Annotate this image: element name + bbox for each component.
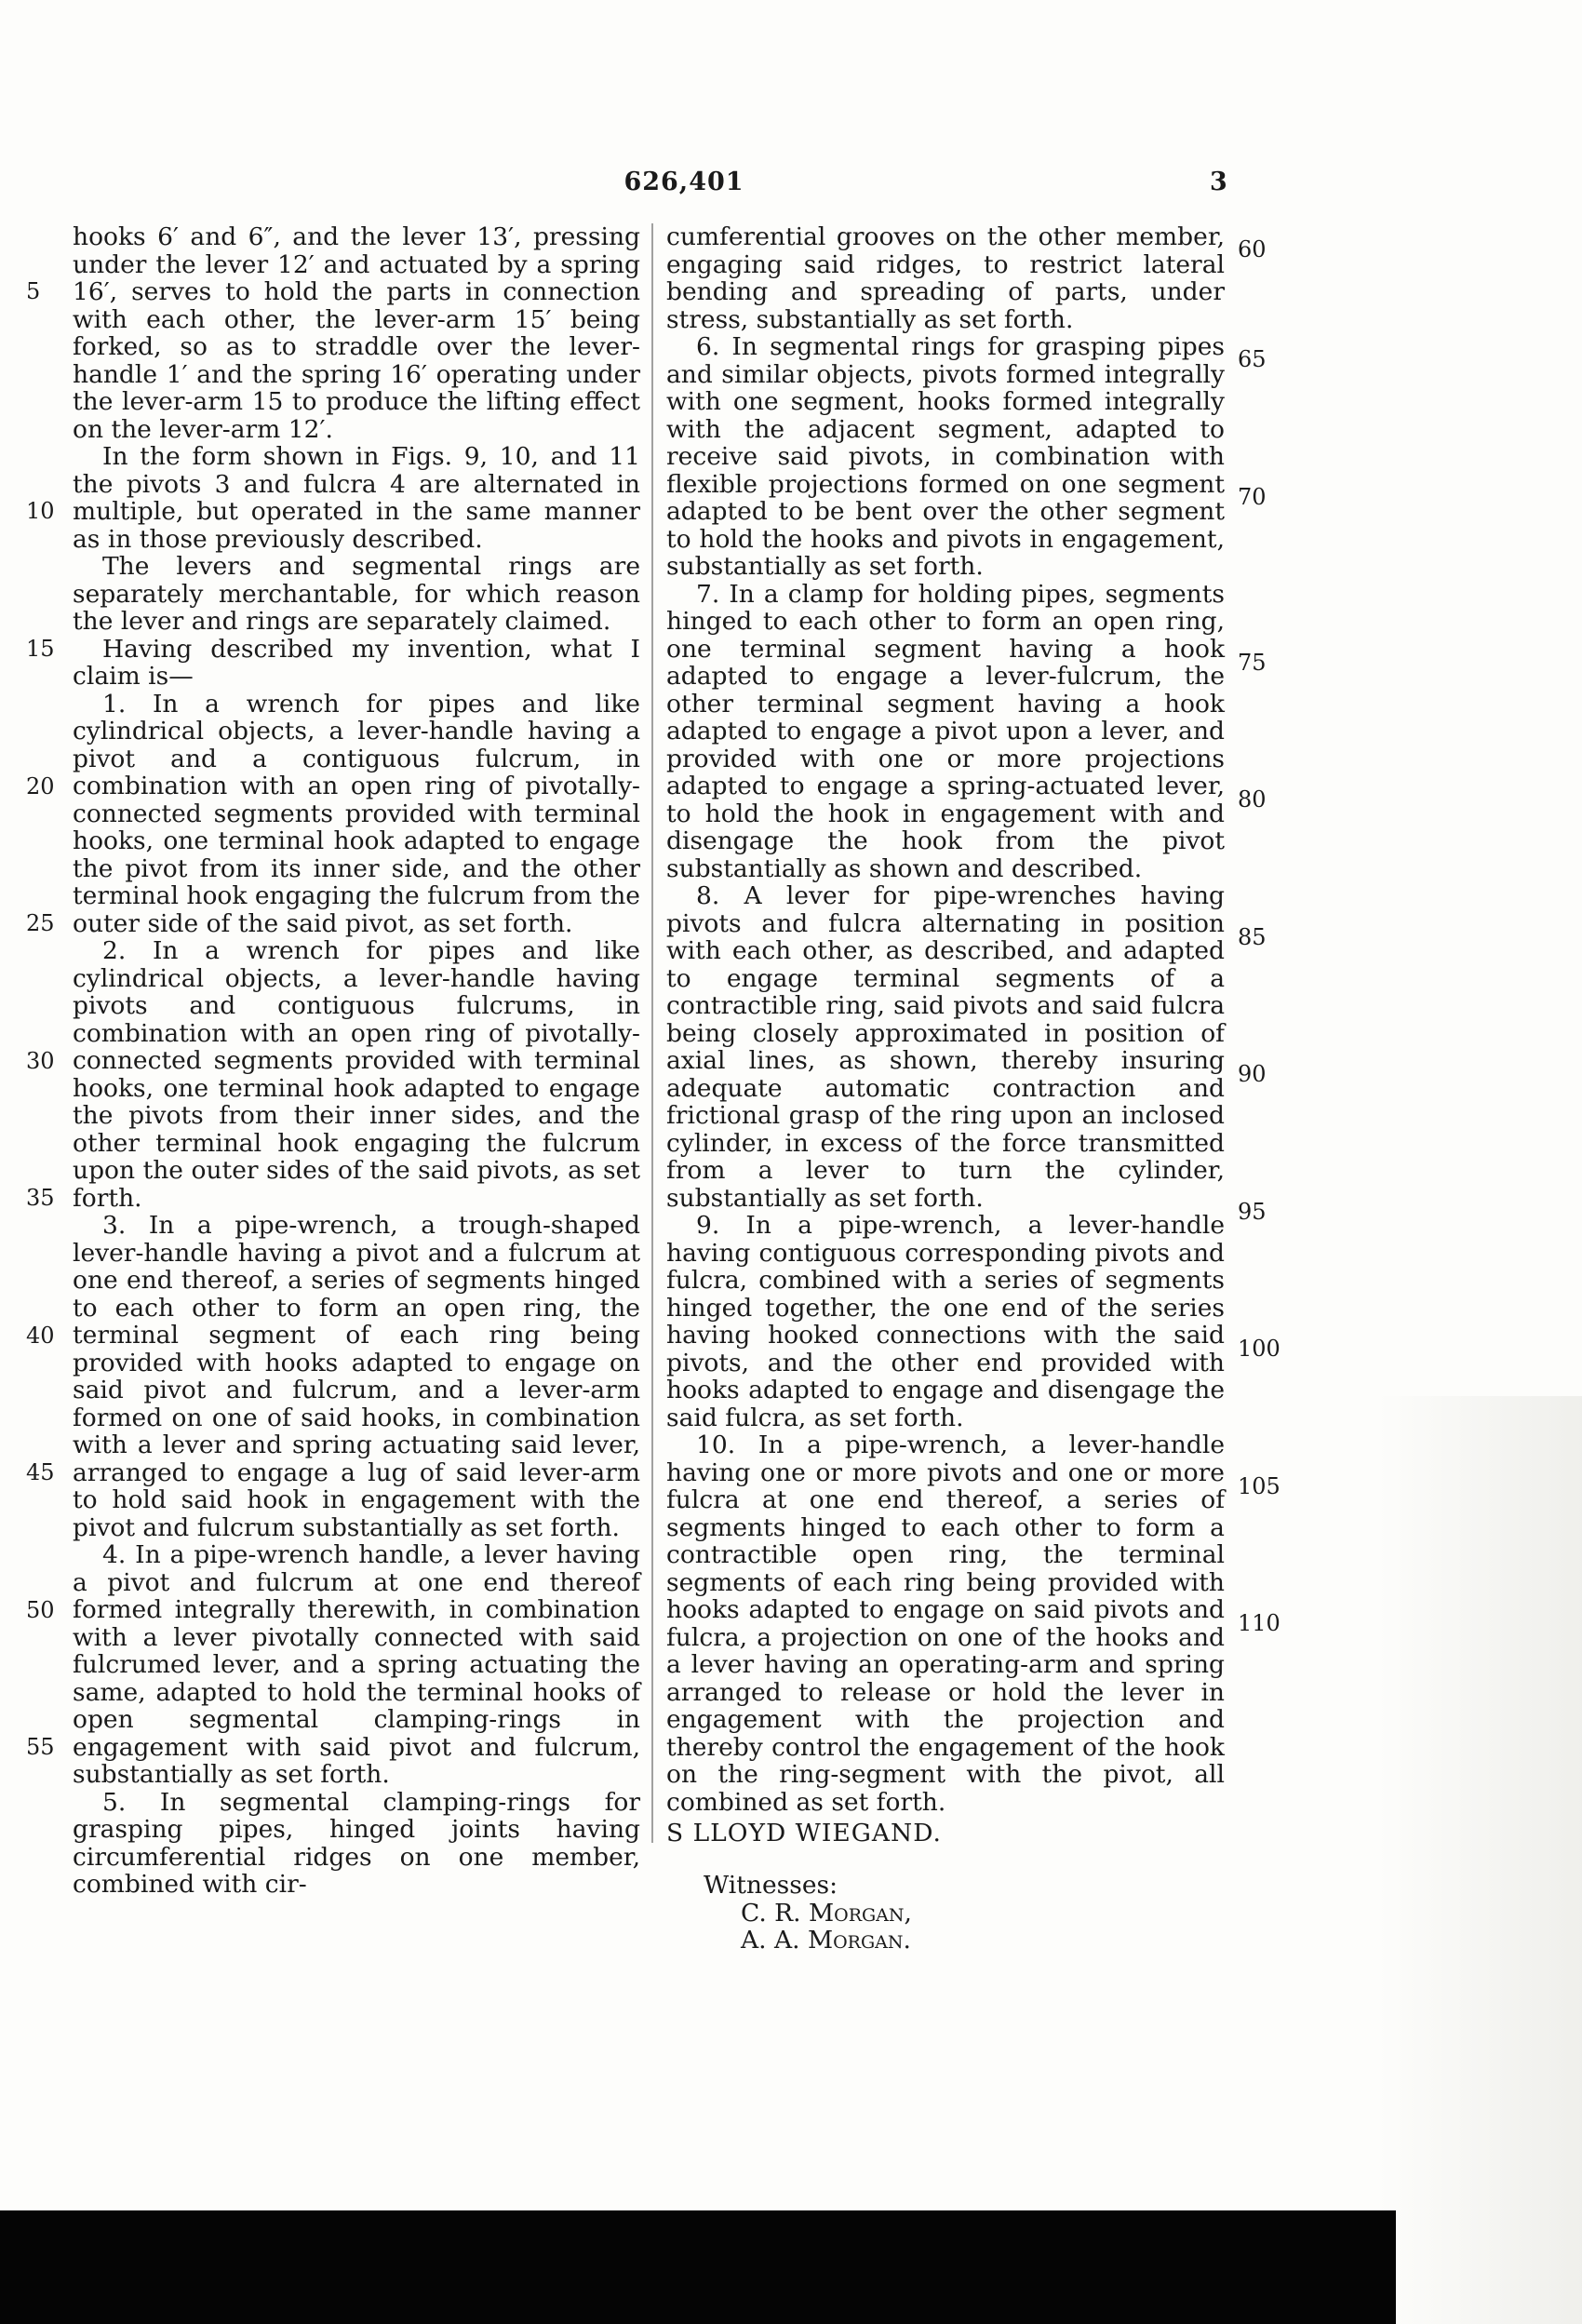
line-number: 30 — [26, 1048, 55, 1074]
line-number: 75 — [1238, 650, 1267, 676]
inventor-signature: S LLOYD WIEGAND. — [666, 1819, 942, 1847]
line-number: 55 — [26, 1734, 55, 1760]
scan-edge-shading — [1377, 1396, 1582, 2324]
line-number: 60 — [1238, 236, 1267, 262]
line-number: 105 — [1238, 1473, 1280, 1499]
right-column — [666, 223, 1225, 1955]
line-number: 85 — [1238, 924, 1267, 950]
line-number: 80 — [1238, 786, 1267, 813]
claim-3: 3. In a pipe-wrench, a trough-shaped lever-handle having a pivot and a fulcrum at one end thereof, a series of segments hinged to each other to form an open ring, the terminal segment of each ring being provided with hooks adapted to engage on said pivot and fulcrum, and a lever-arm formed on one of said hooks, in combination with a lever and spring actuating said lever, arranged to engage a lug of said lever-arm to hold said hook in engagement with the pivot and fulcrum substantially as set forth. — [73, 1211, 640, 1542]
claim-7: 7. In a clamp for holding pipes, segments hinged to each other to form an open ring, one terminal segment having a hook adapted to engage a lever-fulcrum, the other terminal segment having a hook adapted to engage a pivot upon a lever, and provided with one or more projections adapted to engage a spring-actuated lever, to hold the hook in engagement with and disengage the hook from the pivot substantially as shown and described. — [666, 579, 1225, 883]
patent-number: 626,401 — [623, 168, 744, 196]
line-number: 50 — [26, 1597, 55, 1623]
claim-2: 2. In a wrench for pipes and like cylindrical objects, a lever-handle having pivots and contiguous fulcrums, in combination with an open ring of pivotally-connected segments provided with terminal hooks, one terminal hook adapted to engage the pivots from their inner sides, and the other terminal hook engaging the fulcrum upon the outer sides of the said pivots, as set forth. — [73, 936, 640, 1213]
line-number: 100 — [1238, 1336, 1280, 1362]
witness-name: A. A. Morgan. — [741, 1926, 911, 1955]
column-divider — [651, 223, 653, 1843]
line-number: 95 — [1238, 1199, 1267, 1225]
line-number: 20 — [26, 773, 55, 799]
claim-6: 6. In segmental rings for grasping pipes and similar objects, pivots formed integrally with one segment, hooks formed integrally with the adjacent segment, adapted to receive said pivots, in combination with flexible projections formed on one segment adapted to be bent over the other segment to hold the hooks and pivots in engagement, substantially as set forth. — [666, 332, 1225, 581]
claim-1: 1. In a wrench for pipes and like cylindrical objects, a lever-handle having a pivot and a contiguous fulcrum, in combination with an open ring of pivotally-connected segments provided with terminal hooks, one terminal hook adapted to engage the pivot from its inner side, and the other terminal hook engaging the fulcrum from the outer side of the said pivot, as set forth. — [73, 689, 640, 938]
left-column — [73, 223, 640, 1899]
line-number: 25 — [26, 910, 55, 936]
paragraph: Having described my invention, what I claim is— — [73, 634, 640, 691]
paragraph: hooks 6′ and 6″, and the lever 13′, pressing under the lever 12′ and actuated by a spring 16′, serves to hold the parts in connection with each other, the lever-arm 15′ being forked, so as to straddle over the lever-handle 1′ and the spring 16′ operating under the lever-arm 15 to produce the lifting effect on the lever-arm 12′. — [73, 222, 640, 444]
scan-bottom-border — [0, 2210, 1396, 2324]
claim-8: 8. A lever for pipe-wrenches having pivots and fulcra alternating in position with each other, as described, and adapted to engage terminal segments of a contractible ring, said pivots and said fulcra being closely approximated in position of axial lines, as shown, thereby insuring adequate automatic contraction and frictional grasp of the ring upon an inclosed cylinder, in excess of the force transmitted from a lever to turn the cylinder, substantially as set forth. — [666, 881, 1225, 1213]
line-number: 40 — [26, 1323, 55, 1349]
page-number: 3 — [1210, 168, 1227, 196]
witness-name: C. R. Morgan, — [741, 1898, 912, 1928]
paragraph: The levers and segmental rings are separately merchantable, for which reason the lever and rings are separately claimed. — [73, 552, 640, 636]
claim-9: 9. In a pipe-wrench, a lever-handle having contiguous corresponding pivots and fulcra, combined with a series of segments hinged together, the one end of the series having hooked connections with the said pivots, and the other end provided with hooks adapted to engage and disengage the said fulcra, as set forth. — [666, 1211, 1225, 1432]
line-number: 10 — [26, 498, 55, 524]
paragraph: In the form shown in Figs. 9, 10, and 11 the pivots 3 and fulcra 4 are alternated in multiple, but operated in the same manner as in those previously described. — [73, 442, 640, 554]
claim-10: 10. In a pipe-wrench, a lever-handle having one or more pivots and one or more fulcra at one end thereof, a series of segments hinged to each other to form a contractible open ring, the terminal segments of each ring being provided with hooks adapted to engage on said pivots and fulcra, a projection on one of the hooks and a lever having an operating-arm and spring arranged to release or hold the lever in engagement with the projection and thereby control the engagement of the hook on the ring-segment with the pivot, all combined as set forth. — [666, 1431, 1225, 1817]
claim-5-start: 5. In segmental clamping-rings for grasping pipes, hinged joints having circumferential ridges on one member, combined with cir- — [73, 1787, 640, 1899]
line-number: 5 — [26, 278, 41, 304]
claim-5-end: cumferential grooves on the other member, engaging said ridges, to restrict lateral bending and spreading of parts, under stress, substantially as set forth. — [666, 222, 1225, 334]
claim-4: 4. In a pipe-wrench handle, a lever having a pivot and fulcrum at one end thereof formed integrally therewith, in combination with a lever pivotally connected with said fulcrumed lever, and a spring actuating the same, adapted to hold the terminal hooks of open segmental clamping-rings in engagement with said pivot and fulcrum, substantially as set forth. — [73, 1540, 640, 1789]
line-number: 45 — [26, 1459, 55, 1485]
line-number: 70 — [1238, 484, 1267, 510]
line-number: 15 — [26, 636, 55, 662]
line-number: 65 — [1238, 346, 1267, 372]
line-number: 90 — [1238, 1061, 1267, 1087]
witnesses-label: Witnesses: — [704, 1871, 838, 1900]
line-number: 35 — [26, 1185, 55, 1211]
line-number: 110 — [1238, 1610, 1280, 1636]
